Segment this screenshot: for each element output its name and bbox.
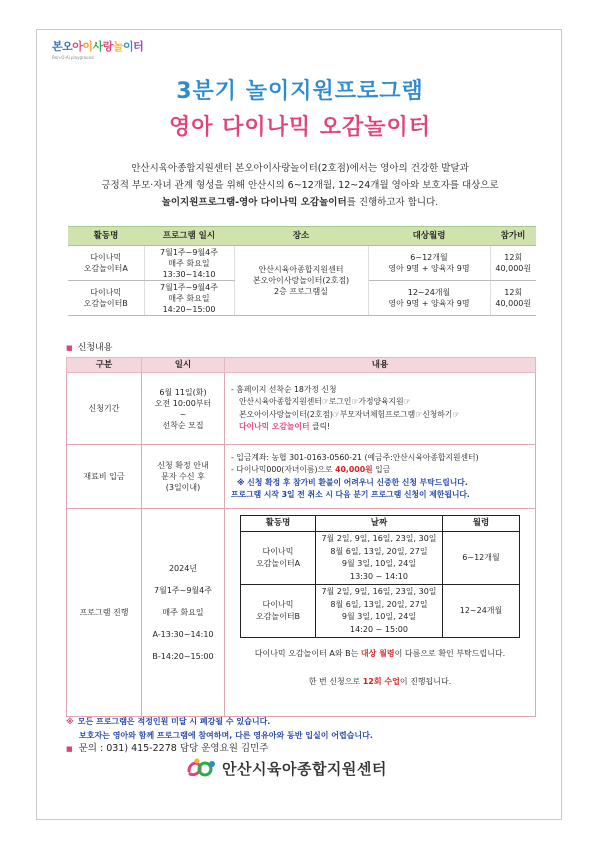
schedule-age: 12~24개월 [443,585,520,638]
program-day: 매주 화요일 [162,607,204,617]
reference-mark-icon: ※ [66,717,74,726]
program-year: 2024년 [168,563,198,573]
logo-char: 아 [72,40,83,53]
square-bullet-icon: ■ [66,745,73,753]
activity-name: 다이나믹 오감놀이터A [68,246,144,281]
page-title: 3분기 놀이지원프로그램 [176,79,424,104]
apply-label: 신청기간 [67,373,142,445]
schedule-dates: 7월 2일, 9일, 16일, 23일, 30일 8월 6일, 13일, 20일, 27일 9월 3일, 10일, 24일 13:30 ~ 14:10 [316,532,443,585]
apply-line-1: - 홈페이지 선착순 18가정 신청 [231,384,337,394]
intro-line-1: 안산시육아종합지원센터 본오아이사랑놀이터(2호점)에서는 영아의 건강한 발달과 [131,163,469,174]
table-header-row [68,227,536,246]
schedule-row [241,585,520,638]
col-schedule: 프로그램 일시 [144,227,234,246]
logo-char: 이 [82,40,93,53]
apply-line-4 [231,421,529,434]
fee-label: 재료비 입금 [67,445,142,509]
logo-char: 랑 [102,40,113,53]
note-sessions [229,676,531,688]
note-age-a: 다이나믹 오감놀이터 A와 B는 [254,649,361,658]
square-bullet-icon: ■ [66,344,73,352]
schedule-age: 6~12개월 [443,532,520,585]
apply-line-2: 안산시육아종합지원센터☞로그인☞가정양육지원☞ [239,397,411,406]
fee-content [225,445,536,509]
playground-logo [52,38,143,64]
logo-char: 놀 [112,40,123,53]
program-label: 프로그램 진행 [67,509,142,717]
apply-date: 6월 11일(화) 오전 10:00부터 ~ 선착순 모집 [142,373,225,445]
warning-notice [66,715,373,743]
org-name: 안산시육아종합지원센터 [222,759,387,778]
schedule-col-dates: 날짜 [316,516,443,532]
program-time-a: A-13:30~14:10 [152,629,214,639]
note-age [229,648,531,660]
program-date [142,509,225,717]
warning-line-1 [66,715,373,729]
col-fee: 참가비 [490,227,536,246]
intro-line-3-rest: 를 진행하고자 합니다. [346,197,439,208]
table-row-program [67,509,536,717]
organization-logo [186,756,387,780]
schedule-table [240,515,520,638]
contact-info [66,740,268,754]
col-target: 대상월령 [368,227,490,246]
contact-text: 문의 : 031) 415-2278 담당 운영요원 김민주 [78,743,269,754]
intro-program-name: 놀이지원프로그램-영아 다이나믹 오감놀이터 [161,197,347,208]
activity-name: 다이나믹 오감놀이터B [68,281,144,316]
intro-paragraph [62,160,538,211]
table-row [68,246,536,281]
application-table [66,357,536,717]
activity-target: 12~24개월 영아 9명 + 양육자 9명 [368,281,490,316]
col-datetime: 일시 [142,358,225,373]
note-sessions-c: 이 진행됩니다. [399,677,452,686]
warning-line-2: 보호자는 영아와 함께 프로그램에 참여하며, 다른 영유아와 동반 입실이 어렵습니다. [79,731,373,740]
schedule-col-activity: 활동명 [241,516,316,532]
fee-line-1: - 입금계좌: 농협 301-0163-0560-21 (예금주:안산시육아종합지원센터) [231,452,479,462]
col-category: 구분 [67,358,142,373]
fee-line-2c: 입금 [372,465,391,474]
note-sessions-highlight: 12회 수업 [362,677,400,686]
section-title: 신청내용 [77,343,113,353]
schedule-header-row [241,516,520,532]
activity-place: 안산시육아종합지원센터 본오아이사랑놀이터(2호점) 2층 프로그램실 [234,246,368,316]
fee-amount: 40,000원 [335,465,373,474]
schedule-row [241,532,520,585]
col-place: 장소 [234,227,368,246]
logo-subtitle: Bon-O-Ai playground [52,55,94,60]
schedule-activity: 다이나믹 오감놀이터B [241,585,316,638]
note-age-c: 이 다름으로 확인 부탁드립니다. [394,649,506,658]
warning-text-1: 모든 프로그램은 적정인원 미달 시 폐강될 수 있습니다. [77,717,271,726]
program-time-b: B-14:20~15:00 [152,651,214,661]
apply-line-3: 본오아이사랑놀이터(2호점)☞부모자녀체험프로그램☞신청하기☞ [239,409,460,419]
col-content: 내용 [225,358,536,373]
logo-char: 사 [92,40,103,53]
fee-date: 신청 확정 안내 문자 수신 후 (3일이내) [142,445,225,509]
intro-line-2: 긍정적 부모·자녀 관계 형성을 위해 안산시의 6~12개월, 12~24개월 영아와 보호자를 대상으로 [101,180,499,191]
program-content [225,509,536,717]
program-overview-table [68,226,536,316]
activity-fee: 12회 40,000원 [490,281,536,316]
fee-line-2 [231,464,529,477]
table-row-apply [67,373,536,445]
program-period: 7월1주~9월4주 [154,585,212,595]
intro-line-3 [62,194,538,211]
activity-schedule: 7월1주~9월4주 매주 화요일 13:30~14:10 [144,246,234,281]
table-header-row [67,358,536,373]
apply-content [225,373,536,445]
schedule-activity: 다이나믹 오감놀이터A [241,532,316,585]
fee-line-3: ※ 신청 확정 후 참가비 환불이 어려우니 신중한 신청 부탁드립니다. [237,477,468,487]
apply-program-link[interactable]: 다이나믹 오감놀이터 [239,422,310,431]
activity-target: 6~12개월 영아 9명 + 양육자 9명 [368,246,490,281]
logo-char: 터 [133,40,144,53]
note-sessions-a: 한 번 신청으로 [308,677,363,686]
fee-line-2a: - 다이나믹000(자녀이름)으로 [231,465,336,474]
org-emblem-icon [186,757,216,779]
apply-click-text: 클릭! [309,422,331,431]
activity-fee: 12회 40,000원 [490,246,536,281]
fee-line-4: 프로그램 시작 3일 전 취소 시 다음 분기 프로그램 신청이 제한됩니다. [231,490,470,499]
schedule-dates: 7월 2일, 9일, 16일, 23일, 30일 8월 6일, 13일, 20일, 27일 9월 3일, 10일, 24일 14:20 ~ 15:00 [316,585,443,638]
logo-char: 본오 [52,40,73,53]
activity-schedule: 7월1주~9월4주 매주 화요일 14:20~15:00 [144,281,234,316]
schedule-col-age: 월령 [443,516,520,532]
logo-char: 이 [122,40,134,53]
program-title: 영아 다이나믹 오감놀이터 [168,115,432,140]
note-age-highlight: 대상 월령 [360,649,395,658]
logo-text [52,38,143,54]
col-activity: 활동명 [68,227,144,246]
section-heading [66,340,112,353]
table-row-fee [67,445,536,509]
